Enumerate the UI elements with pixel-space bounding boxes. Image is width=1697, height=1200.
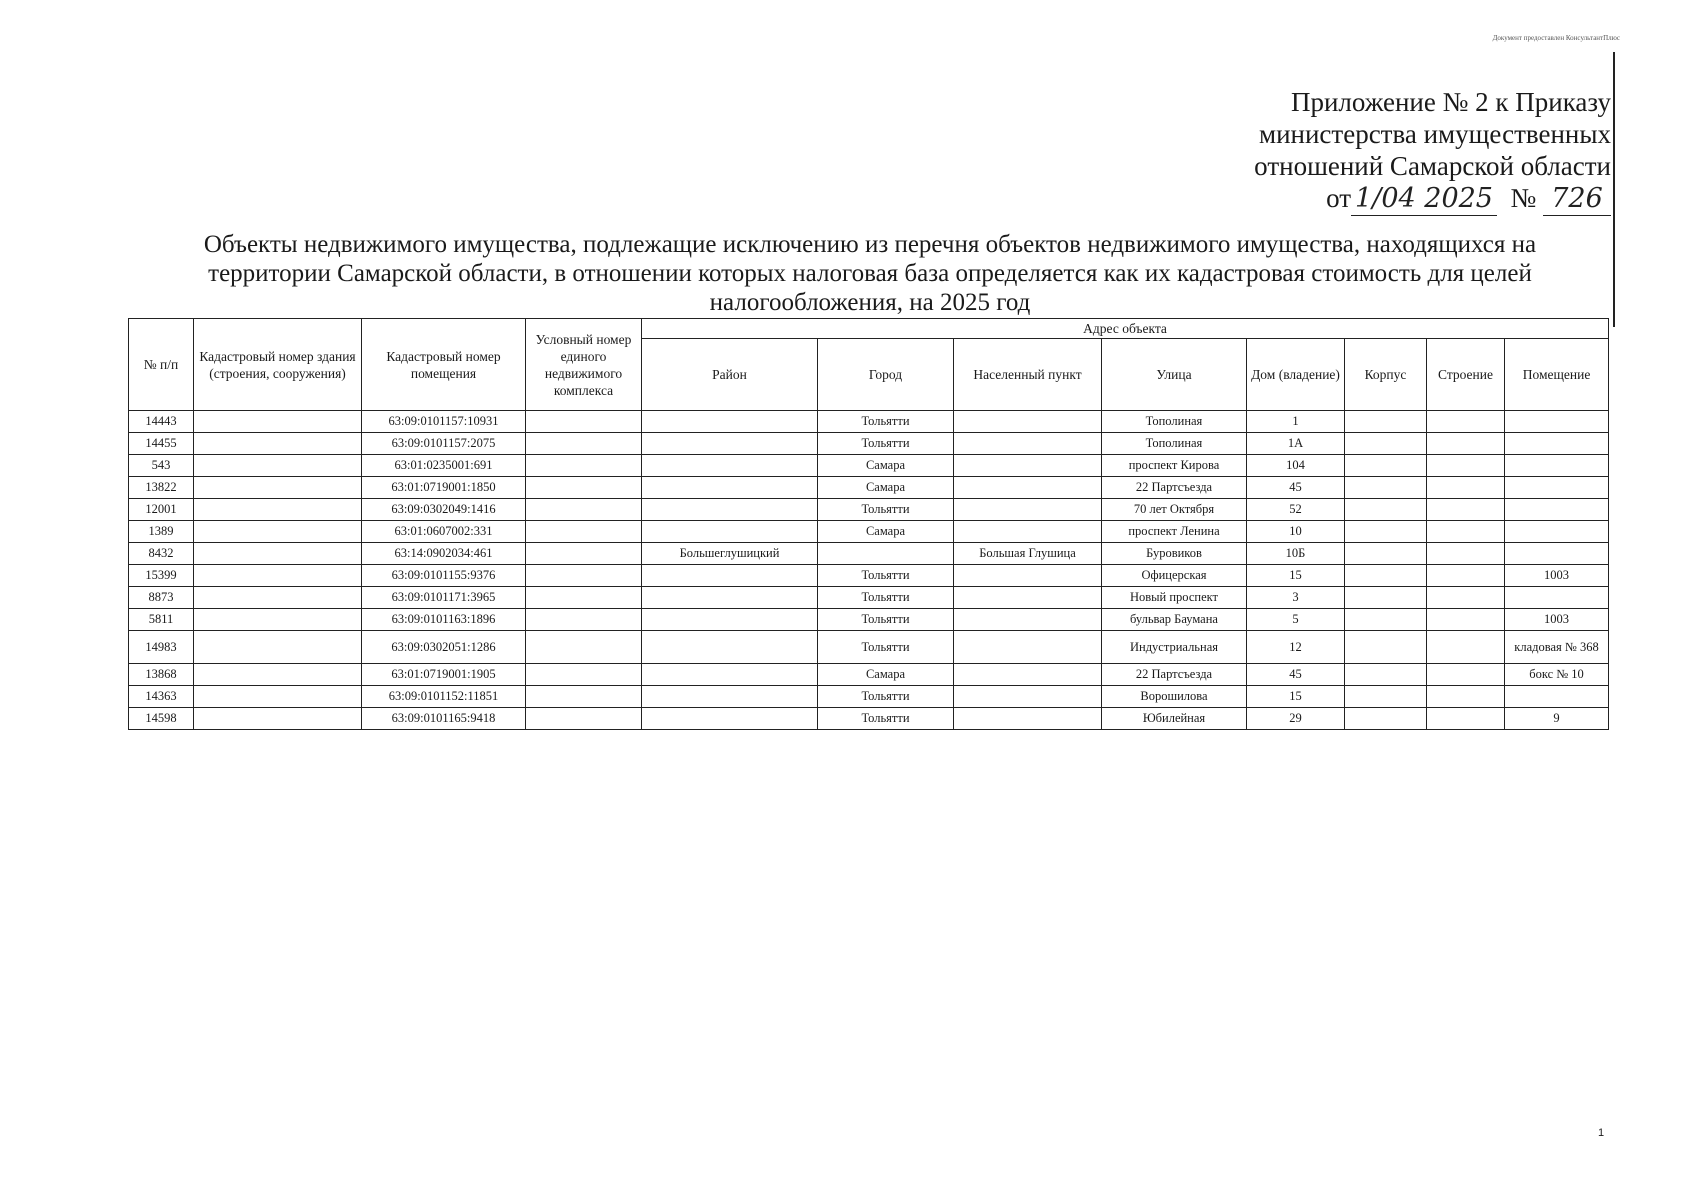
cell-city: Тольятти	[818, 686, 954, 708]
cell-pomeshchenie: бокс № 10	[1505, 664, 1609, 686]
cell-complex	[526, 609, 642, 631]
cell-district	[642, 631, 818, 664]
cell-settlement: Большая Глушица	[954, 543, 1102, 565]
document-title	[150, 230, 1590, 317]
cell-korpus	[1345, 708, 1427, 730]
cell-num: 543	[129, 455, 194, 477]
cell-city: Тольятти	[818, 565, 954, 587]
cell-house: 10Б	[1247, 543, 1345, 565]
cell-district	[642, 708, 818, 730]
cell-house: 3	[1247, 587, 1345, 609]
cell-room: 63:01:0719001:1905	[362, 664, 526, 686]
cell-street: Офицерская	[1102, 565, 1247, 587]
header-stroenie: Строение	[1427, 339, 1505, 411]
cell-building	[194, 587, 362, 609]
cell-building	[194, 631, 362, 664]
header-complex: Условный номер единого недвижимого комплекса	[526, 319, 642, 411]
table-row	[129, 411, 1609, 433]
title-line-1: Объекты недвижимого имущества, подлежащие исключению из перечня объектов недвижимого имущества, находящихся на	[203, 231, 1537, 258]
cell-building	[194, 686, 362, 708]
cell-house: 1	[1247, 411, 1345, 433]
handwritten-date: 1/04 2025	[1351, 183, 1497, 216]
appendix-line-2: министерства имущественных	[1259, 119, 1611, 149]
cell-complex	[526, 587, 642, 609]
cell-district	[642, 609, 818, 631]
cell-district: Большеглушицкий	[642, 543, 818, 565]
cell-district	[642, 477, 818, 499]
cell-building	[194, 543, 362, 565]
header-house: Дом (владение)	[1247, 339, 1345, 411]
cell-num: 12001	[129, 499, 194, 521]
cell-room: 63:14:0902034:461	[362, 543, 526, 565]
cell-district	[642, 499, 818, 521]
cell-room: 63:09:0302051:1286	[362, 631, 526, 664]
table-row	[129, 455, 1609, 477]
cell-korpus	[1345, 521, 1427, 543]
cell-street: Тополиная	[1102, 411, 1247, 433]
cell-stroenie	[1427, 411, 1505, 433]
cell-complex	[526, 543, 642, 565]
cell-city: Самара	[818, 521, 954, 543]
table-row	[129, 708, 1609, 730]
cell-district	[642, 455, 818, 477]
cell-num: 14598	[129, 708, 194, 730]
number-prefix: №	[1510, 183, 1537, 213]
cell-city: Тольятти	[818, 631, 954, 664]
cell-house: 15	[1247, 686, 1345, 708]
cell-street: проспект Кирова	[1102, 455, 1247, 477]
cell-room: 63:01:0235001:691	[362, 455, 526, 477]
cell-complex	[526, 631, 642, 664]
cell-house: 29	[1247, 708, 1345, 730]
cell-city: Тольятти	[818, 433, 954, 455]
cell-num: 8873	[129, 587, 194, 609]
cell-settlement	[954, 433, 1102, 455]
cell-settlement	[954, 411, 1102, 433]
cell-district	[642, 686, 818, 708]
cell-korpus	[1345, 664, 1427, 686]
cell-settlement	[954, 664, 1102, 686]
cell-building	[194, 565, 362, 587]
cell-num: 8432	[129, 543, 194, 565]
appendix-line-3: отношений Самарской области	[1254, 151, 1611, 181]
cell-korpus	[1345, 477, 1427, 499]
cell-num: 15399	[129, 565, 194, 587]
table-row	[129, 521, 1609, 543]
cell-num: 13822	[129, 477, 194, 499]
title-line-3: налогообложения, на 2025 год	[709, 289, 1031, 316]
header-room: Кадастровый номер помещения	[362, 319, 526, 411]
cell-city: Самара	[818, 455, 954, 477]
header-address: Адрес объекта	[642, 319, 1609, 339]
table-row	[129, 609, 1609, 631]
cell-settlement	[954, 455, 1102, 477]
cell-settlement	[954, 565, 1102, 587]
cell-complex	[526, 686, 642, 708]
page-number: 1	[1598, 1127, 1605, 1139]
cell-num: 13868	[129, 664, 194, 686]
cell-complex	[526, 411, 642, 433]
cell-stroenie	[1427, 631, 1505, 664]
header-settlement: Населенный пункт	[954, 339, 1102, 411]
header-korpus: Корпус	[1345, 339, 1427, 411]
cell-house: 15	[1247, 565, 1345, 587]
cell-building	[194, 455, 362, 477]
cell-street: Индустриальная	[1102, 631, 1247, 664]
cell-street: Ворошилова	[1102, 686, 1247, 708]
cell-korpus	[1345, 433, 1427, 455]
appendix-header	[1151, 86, 1611, 216]
appendix-date-line	[1151, 182, 1611, 216]
table-row	[129, 499, 1609, 521]
cell-room: 63:09:0302049:1416	[362, 499, 526, 521]
cell-num: 14363	[129, 686, 194, 708]
cell-complex	[526, 664, 642, 686]
cell-korpus	[1345, 631, 1427, 664]
cell-num: 5811	[129, 609, 194, 631]
cell-house: 45	[1247, 664, 1345, 686]
cell-city: Тольятти	[818, 609, 954, 631]
cell-pomeshchenie	[1505, 433, 1609, 455]
cell-stroenie	[1427, 455, 1505, 477]
cell-building	[194, 708, 362, 730]
cell-building	[194, 521, 362, 543]
cell-room: 63:09:0101155:9376	[362, 565, 526, 587]
objects-table	[128, 318, 1609, 730]
cell-pomeshchenie: 1003	[1505, 609, 1609, 631]
cell-settlement	[954, 686, 1102, 708]
cell-room: 63:01:0719001:1850	[362, 477, 526, 499]
cell-korpus	[1345, 609, 1427, 631]
header-pomeshchenie: Помещение	[1505, 339, 1609, 411]
cell-street: Буровиков	[1102, 543, 1247, 565]
date-prefix: от	[1326, 183, 1352, 213]
cell-street: Тополиная	[1102, 433, 1247, 455]
cell-house: 10	[1247, 521, 1345, 543]
cell-street: 22 Партсъезда	[1102, 477, 1247, 499]
cell-city: Самара	[818, 664, 954, 686]
cell-stroenie	[1427, 587, 1505, 609]
cell-complex	[526, 433, 642, 455]
cell-house: 104	[1247, 455, 1345, 477]
cell-house: 1А	[1247, 433, 1345, 455]
cell-stroenie	[1427, 477, 1505, 499]
margin-rule	[1613, 52, 1615, 327]
cell-settlement	[954, 499, 1102, 521]
handwritten-number: 726	[1543, 183, 1611, 216]
cell-korpus	[1345, 499, 1427, 521]
cell-complex	[526, 565, 642, 587]
cell-city: Тольятти	[818, 708, 954, 730]
cell-building	[194, 433, 362, 455]
cell-city: Самара	[818, 477, 954, 499]
table-row	[129, 664, 1609, 686]
cell-complex	[526, 708, 642, 730]
header-district: Район	[642, 339, 818, 411]
cell-stroenie	[1427, 708, 1505, 730]
cell-room: 63:01:0607002:331	[362, 521, 526, 543]
cell-pomeshchenie	[1505, 411, 1609, 433]
cell-num: 1389	[129, 521, 194, 543]
cell-building	[194, 499, 362, 521]
table-row	[129, 631, 1609, 664]
cell-building	[194, 609, 362, 631]
cell-complex	[526, 499, 642, 521]
table-row	[129, 686, 1609, 708]
cell-complex	[526, 521, 642, 543]
cell-city: Тольятти	[818, 411, 954, 433]
cell-stroenie	[1427, 433, 1505, 455]
cell-building	[194, 477, 362, 499]
table-row	[129, 543, 1609, 565]
cell-pomeshchenie	[1505, 477, 1609, 499]
cell-building	[194, 411, 362, 433]
cell-pomeshchenie	[1505, 521, 1609, 543]
cell-stroenie	[1427, 686, 1505, 708]
cell-pomeshchenie	[1505, 587, 1609, 609]
cell-room: 63:09:0101165:9418	[362, 708, 526, 730]
cell-korpus	[1345, 587, 1427, 609]
cell-settlement	[954, 587, 1102, 609]
table-body	[129, 411, 1609, 730]
cell-room: 63:09:0101152:11851	[362, 686, 526, 708]
cell-korpus	[1345, 686, 1427, 708]
header-building: Кадастровый номер здания (строения, сооружения)	[194, 319, 362, 411]
cell-settlement	[954, 521, 1102, 543]
cell-district	[642, 587, 818, 609]
cell-stroenie	[1427, 521, 1505, 543]
cell-building	[194, 664, 362, 686]
cell-pomeshchenie: кладовая № 368	[1505, 631, 1609, 664]
cell-room: 63:09:0101157:10931	[362, 411, 526, 433]
cell-street: 22 Партсъезда	[1102, 664, 1247, 686]
cell-settlement	[954, 477, 1102, 499]
cell-pomeshchenie	[1505, 543, 1609, 565]
header-city: Город	[818, 339, 954, 411]
cell-pomeshchenie: 1003	[1505, 565, 1609, 587]
cell-city: Тольятти	[818, 587, 954, 609]
cell-city: Тольятти	[818, 499, 954, 521]
appendix-line-1: Приложение № 2 к Приказу	[1290, 87, 1611, 117]
header-street: Улица	[1102, 339, 1247, 411]
cell-district	[642, 565, 818, 587]
cell-street: проспект Ленина	[1102, 521, 1247, 543]
cell-korpus	[1345, 565, 1427, 587]
table-row	[129, 587, 1609, 609]
table-row	[129, 433, 1609, 455]
cell-korpus	[1345, 411, 1427, 433]
table-row	[129, 565, 1609, 587]
cell-num: 14455	[129, 433, 194, 455]
cell-num: 14443	[129, 411, 194, 433]
header-num: № п/п	[129, 319, 194, 411]
table-row	[129, 477, 1609, 499]
cell-settlement	[954, 609, 1102, 631]
watermark-text: Документ предоставлен КонсультантПлюс	[1492, 34, 1620, 42]
cell-complex	[526, 477, 642, 499]
cell-settlement	[954, 631, 1102, 664]
cell-district	[642, 664, 818, 686]
cell-room: 63:09:0101157:2075	[362, 433, 526, 455]
cell-stroenie	[1427, 609, 1505, 631]
cell-house: 12	[1247, 631, 1345, 664]
cell-stroenie	[1427, 499, 1505, 521]
cell-city	[818, 543, 954, 565]
cell-korpus	[1345, 543, 1427, 565]
cell-house: 45	[1247, 477, 1345, 499]
cell-pomeshchenie: 9	[1505, 708, 1609, 730]
cell-room: 63:09:0101171:3965	[362, 587, 526, 609]
cell-complex	[526, 455, 642, 477]
cell-room: 63:09:0101163:1896	[362, 609, 526, 631]
cell-stroenie	[1427, 664, 1505, 686]
cell-house: 5	[1247, 609, 1345, 631]
cell-settlement	[954, 708, 1102, 730]
cell-pomeshchenie	[1505, 686, 1609, 708]
cell-pomeshchenie	[1505, 455, 1609, 477]
cell-street: бульвар Баумана	[1102, 609, 1247, 631]
cell-stroenie	[1427, 543, 1505, 565]
cell-num: 14983	[129, 631, 194, 664]
cell-district	[642, 433, 818, 455]
cell-korpus	[1345, 455, 1427, 477]
cell-pomeshchenie	[1505, 499, 1609, 521]
cell-district	[642, 411, 818, 433]
title-line-2: территории Самарской области, в отношении которых налоговая база определяется как их кадастровая стоимость для целей	[208, 260, 1532, 287]
cell-street: Юбилейная	[1102, 708, 1247, 730]
cell-street: Новый проспект	[1102, 587, 1247, 609]
cell-street: 70 лет Октября	[1102, 499, 1247, 521]
cell-district	[642, 521, 818, 543]
cell-stroenie	[1427, 565, 1505, 587]
cell-house: 52	[1247, 499, 1345, 521]
